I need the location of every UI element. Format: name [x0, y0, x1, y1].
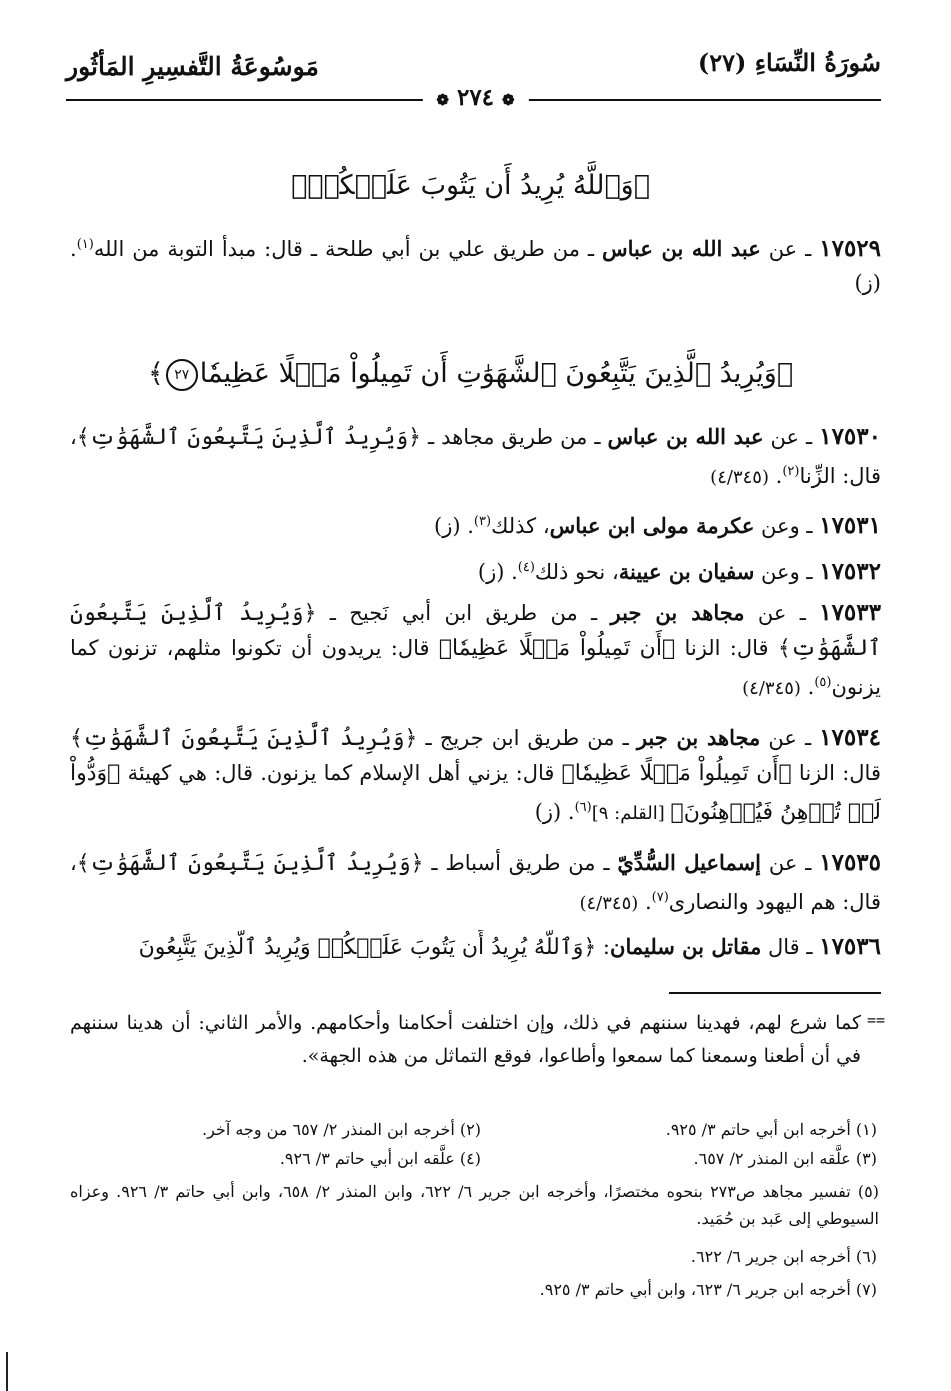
quran-quote: ﴿وَٱللَّهُ يُرِيدُ أَن يَتُوبَ عَلَيۡكُمۡ وَيُرِيدُ ٱلَّذِينَ يَتَّبِعُونَ	[138, 935, 597, 960]
continuation-marker: ==	[866, 1011, 885, 1029]
entry-number: ١٧٥٣٦	[819, 933, 881, 960]
ornament-icon: ❁	[502, 91, 515, 109]
narration-entry: ١٧٥٣٠ ـ عن عبد الله بن عباس ـ من طريق مجاهد ـ ﴿وَيُرِيدُ ٱلَّذِينَ يَتَّبِعُونَ ٱلشَّهَوَٰتِ﴾، قال: الزِّنا$^{(٢)}$. (٤/٣٤٥)	[70, 423, 881, 488]
entry-number: ١٧٥٣١	[819, 512, 881, 539]
footnote: (٤) علَّقه ابن أبي حاتم ٣/ ٩٢٦.	[279, 1149, 481, 1168]
footnote-ref: (٥)	[814, 675, 832, 690]
surah-reference: [القلم: ٩]	[591, 803, 671, 824]
narration-entry: ١٧٥٣٢ ـ وعن سفيان بن عيينة، نحو ذلك$^{(٤)}$. (ز)	[477, 558, 881, 585]
footnote-ref: (٢)	[782, 464, 800, 479]
page-number-block	[422, 84, 528, 111]
ornament-icon: ❁	[436, 91, 449, 109]
narrator-name: مقاتل بن سليمان	[610, 934, 762, 959]
source-reference: (٤/٣٤٥)	[579, 893, 639, 914]
binding-edge-mark	[6, 1352, 8, 1391]
footnote: (٥) تفسير مجاهد ص٢٧٣ بنحوه مختصرًا، وأخرجه ابن جرير ٦/ ٦٢٢، وابن المنذر ٢/ ٦٥٨، وابن أبي حاتم ٣/ ٩٢٦. وعزاه السيوطي إلى عَبد بن حُمَيد.	[70, 1182, 879, 1228]
footnote: (١) أخرجه ابن أبي حاتم ٣/ ٩٢٥.	[665, 1120, 877, 1139]
ayah-number-badge: ٢٧	[166, 359, 198, 391]
narration-entry: ١٧٥٣١ ـ وعن عكرمة مولى ابن عباس، كذلك$^{(٣)}$. (ز)	[434, 512, 881, 539]
footnote: (٦) أخرجه ابن جرير ٦/ ٦٢٢.	[690, 1247, 877, 1266]
footnote-ref: (٣)	[473, 514, 492, 529]
quran-quote: ﴿وَيُرِيدُ ٱلَّذِينَ يَتَّبِعُونَ ٱلشَّهَوَٰتِ﴾	[76, 425, 422, 450]
source-reference: (٤/٣٤٥)	[710, 467, 769, 488]
page-number: ٢٧٤	[456, 84, 495, 111]
book-title: مَوسُوعَةُ التَّفسِيرِ المَأثُور	[66, 52, 319, 81]
footnote: (٧) أخرجه ابن جرير ٦/ ٦٢٣، وابن أبي حاتم ٣/ ٩٢٥.	[539, 1280, 877, 1299]
surah-header: سُورَةُ النِّسَاءِ (٢٧)	[697, 48, 881, 77]
footnote: (٢) أخرجه ابن المنذر ٢/ ٦٥٧ من وجه آخر.	[202, 1120, 481, 1139]
entry-number: ١٧٥٣٥	[819, 849, 882, 876]
quran-quote: ﴿وَدُّواْ لَوۡ تُدۡهِنُ فَيُدۡهِنُونَ﴾	[70, 761, 881, 825]
source-reference: (٤/٣٤٥)	[742, 678, 801, 699]
quran-quote: ﴿أَن تَمِيلُواْ مَيۡلًا عَظِيمٗا﴾	[438, 636, 676, 661]
narrator-name: عبد الله بن عباس	[602, 236, 761, 261]
narrator-name: عبد الله بن عباس	[607, 424, 764, 449]
footnote-ref: (١)	[76, 237, 94, 252]
quran-quote: ﴿وَيُرِيدُ ٱلَّذِينَ يَتَّبِعُونَ ٱلشَّهَوَٰتِ﴾	[70, 601, 882, 661]
quran-verse-heading: ﴿وَٱللَّهُ يُرِيدُ أَن يَتُوبَ عَلَيۡكُمۡ﴾	[291, 170, 650, 201]
quran-quote: ﴿أَن تَمِيلُواْ مَيۡلًا عَظِيمٗا﴾	[561, 761, 792, 786]
quran-quote: ﴿وَيُرِيدُ ٱلَّذِينَ يَتَّبِعُونَ ٱلشَّهَوَٰتِ﴾	[76, 851, 424, 876]
entry-number: ١٧٥٢٩	[819, 235, 882, 262]
narration-entry: ١٧٥٣٦ ـ قال مقاتل بن سليمان: ﴿وَٱللَّهُ يُرِيدُ أَن يَتُوبَ عَلَيۡكُمۡ وَيُرِيدُ ٱلَّذِينَ يَتَّبِعُونَ	[138, 933, 881, 960]
footnote-separator	[669, 992, 881, 994]
entry-number: ١٧٥٣٠	[819, 423, 881, 450]
narration-entry: ١٧٥٣٤ ـ عن مجاهد بن جبر ـ من طريق ابن جريج ـ ﴿وَيُرِيدُ ٱلَّذِينَ يَتَّبِعُونَ ٱلشَّهَوَٰتِ﴾ قال: الزنا ﴿أَن تَمِيلُواْ مَيۡلًا عَظِيمٗا﴾ قال: يزني أهل الإسلام كما يزنون. قال: هي كهيئة ﴿وَدُّواْ لَوۡ تُدۡهِنُ فَيُدۡهِنُونَ﴾ [القلم: ٩]$^{(٦)}$. (ز)	[70, 724, 881, 825]
entry-number: ١٧٥٣٣	[819, 599, 881, 626]
entry-number: ١٧٥٣٤	[819, 724, 881, 751]
narrator-name: سفيان بن عيينة	[618, 559, 755, 584]
continued-footnote: كما شرع لهم، فهدينا سننهم في ذلك، وإن اختلفت أحكامنا وأحكامهم. والأمر الثاني: أن هدينا سننهم في أن أطعنا وسمعنا كما سمعوا وأطاعوا، فوقع التماثل من هذه الجهة».	[70, 1012, 861, 1067]
footnote-ref: (٧)	[651, 890, 669, 905]
footnote-ref: (٦)	[574, 800, 592, 815]
narrator-name: مجاهد بن جبر	[610, 600, 745, 625]
quran-verse-heading: ﴿وَيُرِيدُ ٱلَّذِينَ يَتَّبِعُونَ ٱلشَّهَوَٰتِ أَن تَمِيلُواْ مَيۡلًا عَظِيمٗا٢٧﴾	[147, 358, 794, 389]
footnote: (٣) علَّقه ابن المنذر ٢/ ٦٥٧.	[693, 1149, 877, 1168]
entry-number: ١٧٥٣٢	[819, 558, 881, 585]
narration-entry: ١٧٥٣٥ ـ عن إسماعيل السُّدِّيّ ـ من طريق أسباط ـ ﴿وَيُرِيدُ ٱلَّذِينَ يَتَّبِعُونَ ٱلشَّهَوَٰتِ﴾، قال: هم اليهود والنصارى$^{(٧)}$. (٤/٣٤٥)	[70, 849, 882, 914]
footnote-ref: (٤)	[517, 560, 535, 575]
narration-entry: ١٧٥٣٣ ـ عن مجاهد بن جبر ـ من طريق ابن أبي نَجيح ـ ﴿وَيُرِيدُ ٱلَّذِينَ يَتَّبِعُونَ ٱلشَّهَوَٰتِ﴾ قال: الزنا ﴿أَن تَمِيلُواْ مَيۡلًا عَظِيمٗا﴾ قال: يريدون أن تكونوا مثلهم، تزنون كما يزنون$^{(٥)}$. (٤/٣٤٥)	[70, 599, 882, 699]
narration-entry: ١٧٥٢٩ ـ عن عبد الله بن عباس ـ من طريق علي بن أبي طلحة ـ قال: مبدأ التوبة من الله$^{(١)}$. (ز)	[70, 235, 882, 295]
narrator-name: عكرمة مولى ابن عباس	[549, 513, 755, 538]
quran-quote: ﴿وَيُرِيدُ ٱلَّذِينَ يَتَّبِعُونَ ٱلشَّهَوَٰتِ﴾	[70, 726, 418, 751]
narrator-name: إسماعيل السُّدِّيّ	[617, 850, 762, 875]
narrator-name: مجاهد بن جبر	[636, 725, 761, 750]
